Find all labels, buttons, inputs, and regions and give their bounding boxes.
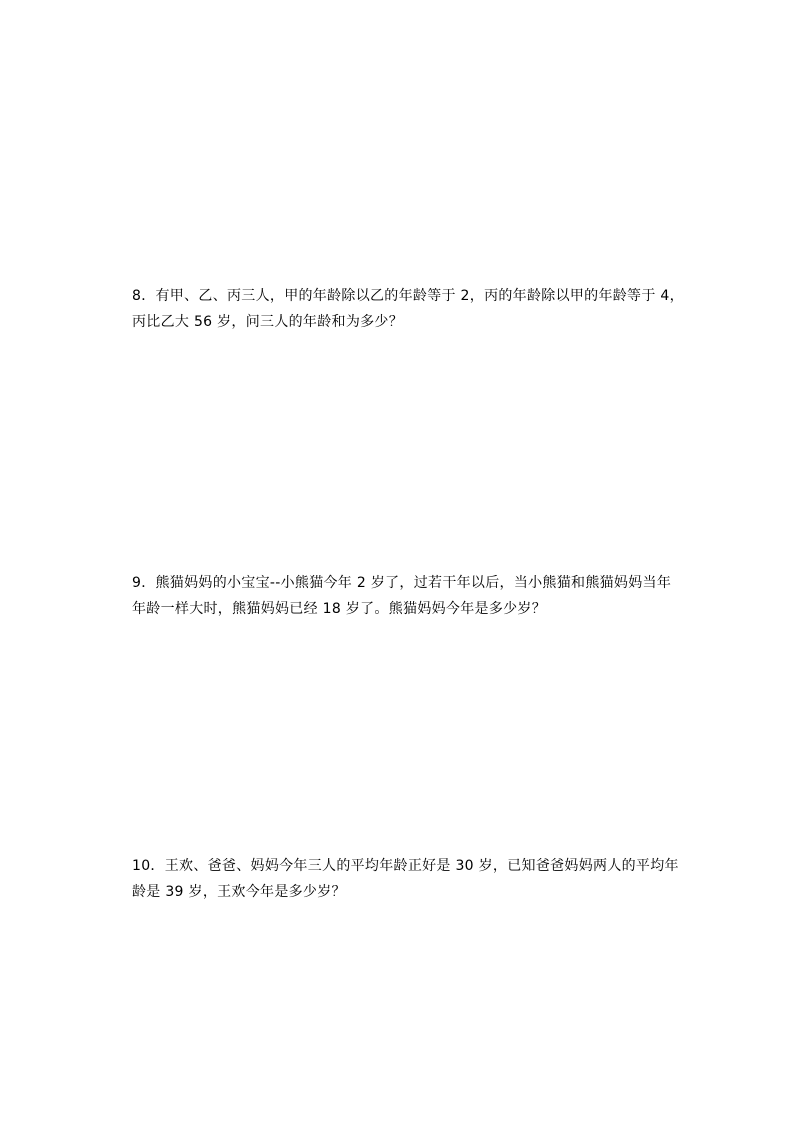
- question-10: [132, 853, 679, 905]
- question-9: [132, 570, 672, 622]
- question-8-line-2: 丙比乙大 56 岁，问三人的年龄和为多少？: [132, 314, 404, 330]
- question-8: [132, 283, 684, 335]
- question-8-line-1: 8．有甲、乙、丙三人，甲的年龄除以乙的年龄等于 2，丙的年龄除以甲的年龄等于 4，: [132, 288, 684, 304]
- question-10-line-1: 10．王欢、爸爸、妈妈今年三人的平均年龄正好是 30 岁，已知爸爸妈妈两人的平均年: [132, 858, 679, 874]
- question-9-line-2: 年龄一样大时，熊猫妈妈已经 18 岁了。熊猫妈妈今年是多少岁？: [132, 601, 547, 617]
- question-10-line-2: 龄是 39 岁，王欢今年是多少岁？: [132, 884, 346, 900]
- question-9-line-1: 9．熊猫妈妈的小宝宝--小熊猫今年 2 岁了，过若干年以后，当小熊猫和熊猫妈妈当年: [132, 575, 672, 591]
